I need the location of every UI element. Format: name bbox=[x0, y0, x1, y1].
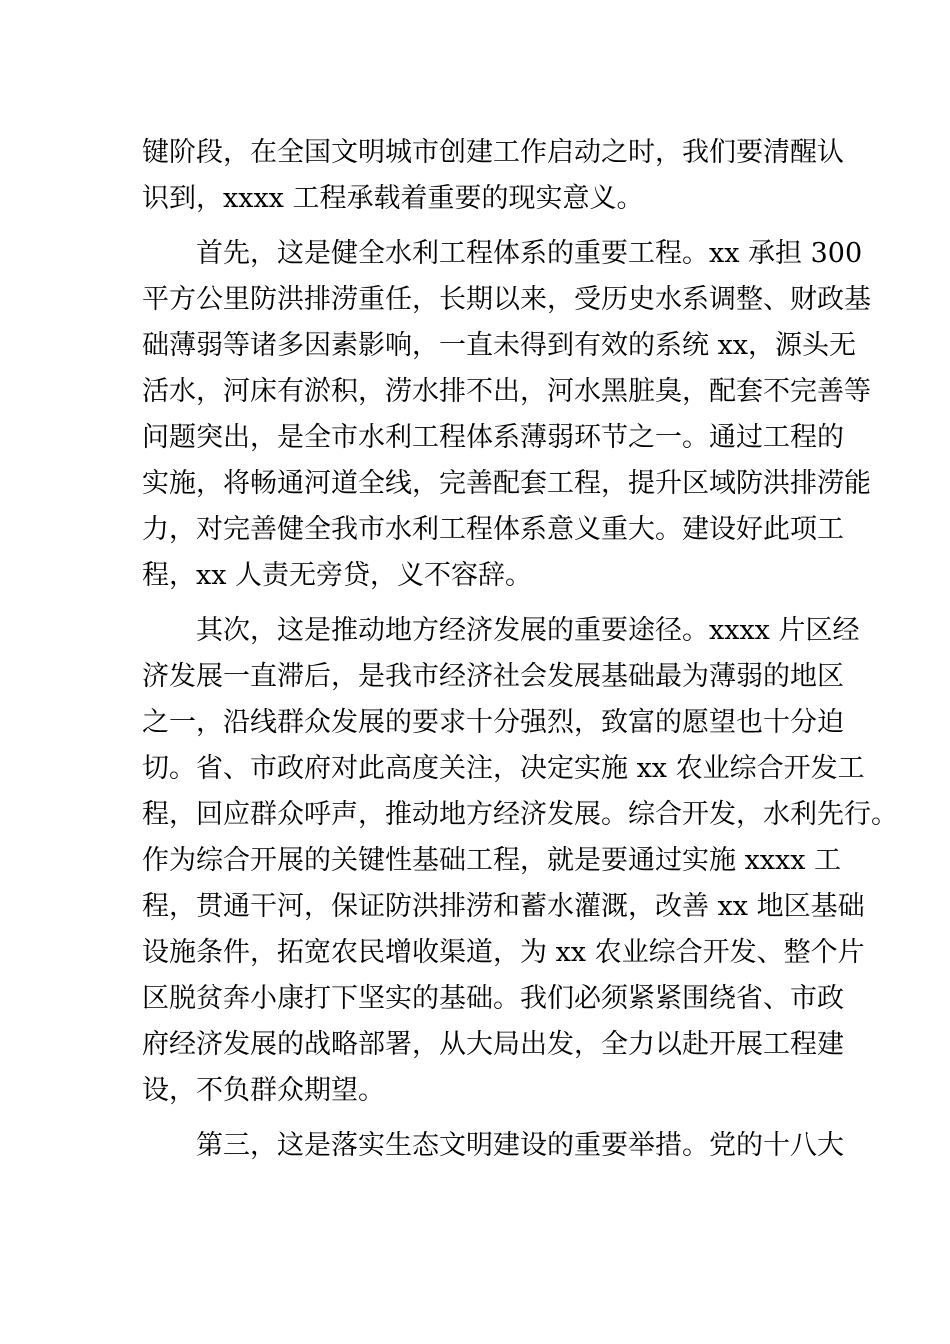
text-line: 活水，河床有淤积，涝水排不出，河水黑脏臭，配套不完善等 bbox=[142, 376, 871, 407]
text-line: 区脱贫奔小康打下坚实的基础。我们必须紧紧围绕省、市政 bbox=[142, 983, 844, 1014]
paragraph-gap bbox=[142, 222, 812, 231]
text-line: 平方公里防洪排涝重任，长期以来，受历史水系调整、财政基 bbox=[142, 284, 871, 315]
text-line: 程，回应群众呼声，推动地方经济发展。综合开发，水利先行。 bbox=[142, 799, 898, 830]
text-line: 第三，这是落实生态文明建设的重要举措。党的十八大 bbox=[142, 1130, 844, 1161]
text-line: 问题突出，是全市水利工程体系薄弱环节之一。通过工程的 bbox=[142, 422, 844, 453]
paragraph-gap bbox=[142, 599, 812, 608]
text-line: 切。省、市政府对此高度关注，决定实施 xx 农业综合开发工 bbox=[142, 753, 865, 784]
text-line: 济发展一直滞后，是我市经济社会发展基础最为薄弱的地区 bbox=[142, 661, 844, 692]
paragraph-gap bbox=[142, 1114, 812, 1123]
text-line: 其次，这是推动地方经济发展的重要途径。xxxx 片区经 bbox=[142, 615, 860, 646]
text-line: 设施条件，拓宽农民增收渠道，为 xx 农业综合开发、整个片 bbox=[142, 937, 865, 968]
text-line: 首先，这是健全水利工程体系的重要工程。xx 承担 300 bbox=[142, 238, 863, 269]
text-line: 键阶段，在全国文明城市创建工作启动之时，我们要清醒认 bbox=[142, 137, 844, 168]
text-line: 作为综合开展的关键性基础工程，就是要通过实施 xxxx 工 bbox=[142, 845, 842, 876]
text-line: 识到，xxxx 工程承载着重要的现实意义。 bbox=[142, 183, 644, 214]
text-line: 础薄弱等诸多因素影响，一直未得到有效的系统 xx，源头无 bbox=[142, 330, 857, 361]
document-body bbox=[142, 130, 898, 1169]
text-line: 力，对完善健全我市水利工程体系意义重大。建设好此项工 bbox=[142, 514, 844, 545]
text-line: 设，不负群众期望。 bbox=[142, 1075, 385, 1106]
text-line: 程，xx 人责无旁贷，义不容辞。 bbox=[142, 560, 533, 591]
text-line: 府经济发展的战略部署，从大局出发，全力以赴开展工程建 bbox=[142, 1029, 844, 1060]
text-line: 之一，沿线群众发展的要求十分强烈，致富的愿望也十分迫 bbox=[142, 707, 844, 738]
text-line: 程，贯通干河，保证防洪排涝和蓄水灌溉，改善 xx 地区基础 bbox=[142, 891, 865, 922]
text-line: 实施，将畅通河道全线，完善配套工程，提升区域防洪排涝能 bbox=[142, 468, 871, 499]
